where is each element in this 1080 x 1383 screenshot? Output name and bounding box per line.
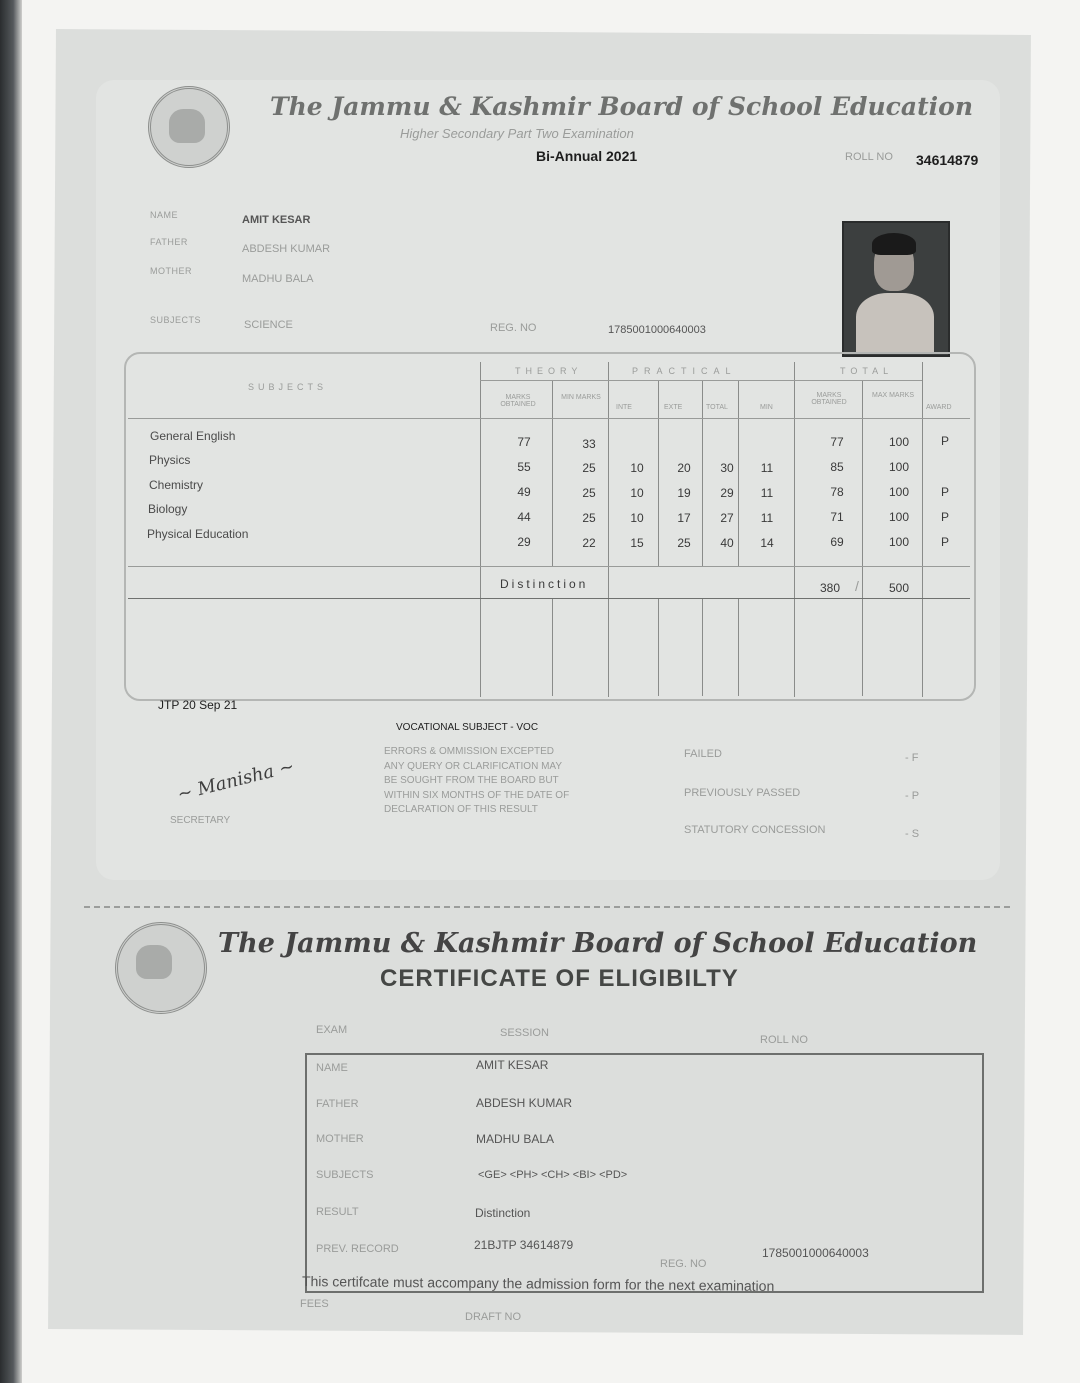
practical-min: 11 (760, 461, 774, 475)
subject-name: Chemistry (149, 478, 204, 492)
exam-label: EXAM (316, 1024, 348, 1036)
cut-line (84, 906, 1010, 908)
certificate-board-title: The Jammu & Kashmir Board of School Education (218, 928, 978, 959)
practical-external: 20 (677, 461, 691, 475)
exte-header: EXTE (664, 404, 683, 411)
father-name: ABDESH KUMAR (242, 243, 331, 255)
stream-label: SUBJECTS (150, 315, 202, 325)
cert-subjects-label: SUBJECTS (316, 1169, 374, 1181)
practical-total: 30 (720, 461, 734, 475)
board-title: The Jammu & Kashmir Board of School Education (270, 92, 974, 121)
grand-max: 500 (888, 581, 910, 595)
cert-mother: MADHU BALA (476, 1132, 555, 1146)
legend-statutory-concession: STATUTORY CONCESSION (684, 824, 826, 836)
certificate-title: CERTIFICATE OF ELIGIBILTY (380, 965, 739, 992)
roll-label: ROLL NO (845, 151, 893, 163)
theory-obtained: 44 (517, 510, 531, 524)
max-marks: 100 (888, 485, 910, 499)
grand-total: 380 (819, 581, 841, 595)
vocational-note: VOCATIONAL SUBJECT - VOC (396, 722, 539, 733)
cert-prev-label: PREV. RECORD (316, 1243, 399, 1255)
legend-concession-code: - S (905, 828, 920, 840)
cert-mother-label: MOTHER (316, 1133, 364, 1145)
total-header: TOTAL (840, 366, 894, 376)
exam-title: Higher Secondary Part Two Examination (400, 126, 634, 141)
practical-min: 11 (760, 486, 774, 500)
total-obtained: 69 (830, 535, 844, 549)
session-label: SESSION (500, 1027, 549, 1039)
stream: SCIENCE (244, 319, 293, 331)
max-marks-header: MAX MARKS (871, 392, 914, 399)
theory-obtained: 55 (517, 460, 531, 474)
fees-label: FEES (300, 1298, 329, 1310)
theory-min-header: MIN MARKS (561, 394, 601, 401)
award: P (940, 434, 949, 448)
cert-father-label: FATHER (316, 1098, 359, 1110)
practical-external: 19 (677, 486, 691, 500)
mother-label: MOTHER (150, 266, 192, 276)
theory-obtained-header: MARKS OBTAINED (500, 394, 536, 408)
theory-header: THEORY (515, 366, 583, 376)
practical-total: 40 (720, 536, 734, 550)
board-emblem-icon (148, 86, 230, 168)
roll-number: 34614879 (916, 152, 979, 168)
cert-result: Distinction (475, 1206, 531, 1220)
practical-total: 27 (720, 511, 734, 525)
secretary-signature: ~ Manisha ~ (175, 755, 297, 806)
practical-min: 11 (760, 511, 774, 525)
reg-label: REG. NO (490, 322, 537, 334)
award: P (940, 535, 949, 549)
max-marks: 100 (888, 535, 910, 549)
total-obtained-header: MARKS OBTAINED (811, 392, 847, 406)
award: P (940, 485, 949, 499)
secretary-label: SECRETARY (170, 815, 231, 826)
theory-min: 33 (582, 437, 596, 451)
theory-obtained: 77 (517, 435, 531, 449)
legend-failed-code: - F (905, 752, 919, 764)
student-name: AMIT KESAR (242, 214, 311, 226)
eligibility-details-box (305, 1053, 984, 1293)
practical-external: 25 (677, 536, 691, 550)
practical-internal: 10 (630, 461, 644, 475)
cert-subjects: <GE> <PH> <CH> <BI> <PD> (478, 1169, 628, 1181)
cert-father: ABDESH KUMAR (476, 1096, 573, 1110)
cert-reg-number: 1785001000640003 (762, 1246, 869, 1260)
cert-roll-label: ROLL NO (760, 1034, 808, 1046)
session: Bi-Annual 2021 (536, 148, 638, 164)
theory-obtained: 49 (517, 485, 531, 499)
board-emblem-icon (115, 922, 207, 1014)
practical-total-header: TOTAL (706, 404, 728, 411)
cert-prev-record: 21BJTP 34614879 (474, 1238, 574, 1252)
reg-number: 1785001000640003 (608, 324, 706, 336)
subjects-header: SUBJECTS (248, 382, 328, 392)
legend-passed-code: - P (905, 790, 920, 802)
practical-min-header: MIN (760, 404, 773, 411)
cert-result-label: RESULT (316, 1206, 359, 1218)
total-separator: / (855, 578, 859, 594)
page-edge-shadow (0, 0, 22, 1383)
total-obtained: 85 (830, 460, 844, 474)
total-obtained: 77 (830, 435, 844, 449)
father-label: FATHER (150, 237, 188, 247)
max-marks: 100 (888, 510, 910, 524)
subject-name: Physics (149, 453, 191, 467)
certificate-note: This certifcate must accompany the admission form for the next examination (301, 1273, 775, 1294)
total-obtained: 71 (830, 510, 844, 524)
theory-obtained: 29 (517, 535, 531, 549)
result-division: Distinction (500, 577, 589, 591)
theory-min: 25 (582, 486, 596, 500)
subject-name: General English (150, 429, 236, 443)
legend-failed: FAILED (684, 748, 722, 760)
draft-label: DRAFT NO (465, 1311, 522, 1323)
subject-name: Physical Education (147, 527, 249, 541)
theory-min: 25 (582, 511, 596, 525)
award-header: AWARD (926, 404, 952, 411)
practical-min: 14 (760, 536, 774, 550)
theory-min: 22 (582, 536, 596, 550)
legend-previously-passed: PREVIOUSLY PASSED (684, 787, 801, 799)
disclaimer: ERRORS & OMMISSION EXCEPTED ANY QUERY OR CLARIFICATION MAY BE SOUGHT FROM THE BOARD BUT WITHIN SIX MONTHS OF THE DATE OF DECLARATION OF THIS RESULT (384, 746, 570, 815)
practical-total: 29 (720, 486, 734, 500)
cert-name-label: NAME (316, 1062, 348, 1074)
max-marks: 100 (888, 460, 910, 474)
mother-name: MADHU BALA (242, 273, 314, 285)
inte-header: INTE (616, 404, 632, 411)
practical-header: PRACTICAL (632, 366, 737, 376)
name-label: NAME (150, 210, 179, 220)
practical-external: 17 (677, 511, 691, 525)
student-photo (842, 221, 950, 357)
subject-name: Biology (148, 502, 188, 516)
award: P (940, 510, 949, 524)
cert-name: AMIT KESAR (476, 1058, 549, 1072)
max-marks: 100 (888, 435, 910, 449)
cert-reg-label: REG. NO (660, 1258, 707, 1270)
theory-min: 25 (582, 461, 596, 475)
practical-internal: 10 (630, 511, 644, 525)
practical-internal: 10 (630, 486, 644, 500)
total-obtained: 78 (830, 485, 844, 499)
jtp-date: JTP 20 Sep 21 (158, 698, 238, 712)
practical-internal: 15 (630, 536, 644, 550)
